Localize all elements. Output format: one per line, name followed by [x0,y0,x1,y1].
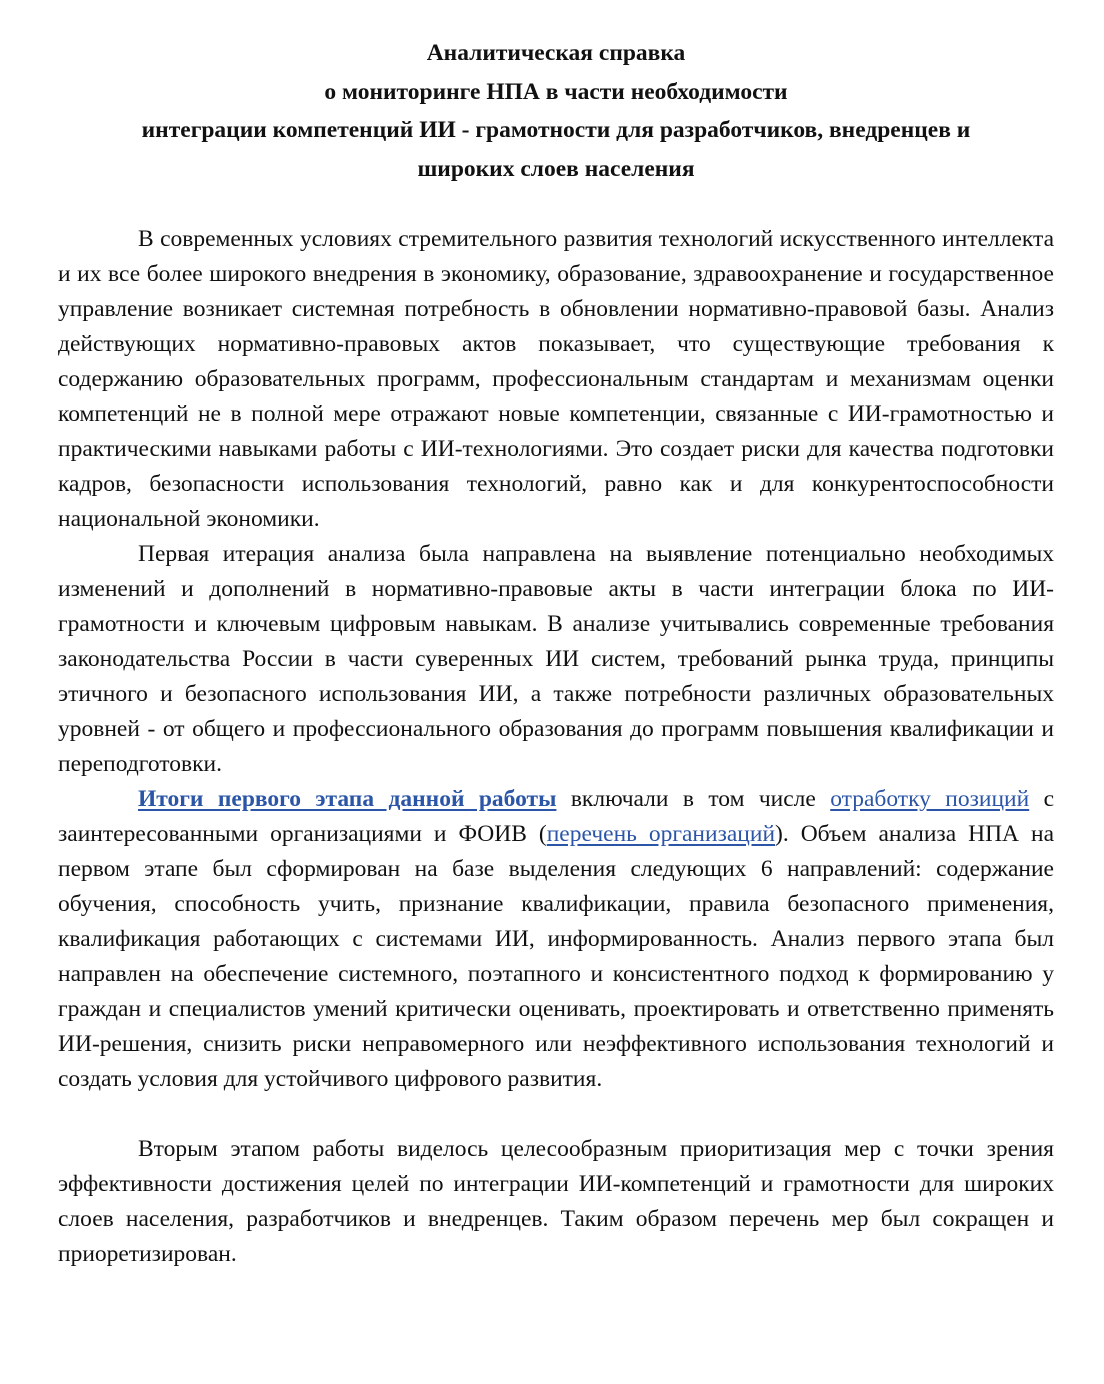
paragraph-text-segment: ). Объем анализа НПА на первом этапе был сформирован на базе выделения следующих 6 направлений: содержание обучения, способность учить, признание квалификации, правила безопасного применения, квалификация работающих с системами ИИ, информированность. Анализ первого этапа был направлен на обеспечение системного, поэтапного и консистентного подход к формированию у граждан и специалистов умений критически оценивать, проектировать и ответственно применять ИИ-решения, снизить риски неправомерного или неэффективного использования технологий и создать условия для устойчивого цифрового развития. [58,821,1055,1092]
title-line-2: о мониторинге НПА в части необходимости [324,78,788,105]
paragraph-first-stage-results [58,782,1054,1097]
paragraph-text-segment: с заинтересованными организациями и ФОИВ ( [58,786,1054,847]
title-line-1: Аналитическая справка [426,40,686,66]
title-line-4: широких слоев населения [417,155,695,182]
title-line-3: интеграции компетенций ИИ - грамотности для разработчиков, внедренцев и [141,117,971,143]
document-page [58,34,1054,1272]
paragraph-intro: В современных условиях стремительного развития технологий искусственного интеллекта и их все более широкого внедрения в экономику, образование, здравоохранение и государственное управление возникает системная потребность в обновлении нормативно-правовой базы. Анализ действующих нормативно-правовых актов показывает, что существующие требования к содержанию образовательных программ, профессиональным стандартам и механизмам оценки компетенций не в полной мере отражают новые компетенции, связанные с ИИ-грамотностью и практическими навыками работы с ИИ-технологиями. Это создает риски для качества подготовки кадров, безопасности использования технологий, равно как и для конкурентоспособности национальной экономики. [58,226,1054,532]
paragraph-second-stage: Вторым этапом работы виделось целесообразным приоритизация мер с точки зрения эффективности достижения целей по интеграции ИИ-компетенций и грамотности для широких слоев населения, разработчиков и внедренцев. Таким образом перечень мер был сокращен и приоретизирован. [58,1136,1054,1267]
link-organizations-list[interactable]: перечень организаций [546,821,776,847]
link-positions-review[interactable]: отработку позиций [830,786,1030,812]
document-title [58,34,1054,188]
link-first-stage-results[interactable]: Итоги первого этапа данной работы [138,786,557,812]
paragraph-text-segment: включали в том числе [556,786,831,812]
paragraph-first-iteration: Первая итерация анализа была направлена на выявление потенциально необходимых изменений и дополнений в нормативно-правовые акты в части интеграции блока по ИИ-грамотности и ключевым цифровым навыкам. В анализе учитывались современные требования законодательства России в части суверенных ИИ систем, требований рынка труда, принципы этичного и безопасного использования ИИ, а также потребности различных образовательных уровней - от общего и профессионального образования до программ повышения квалификации и переподготовки. [58,541,1054,777]
